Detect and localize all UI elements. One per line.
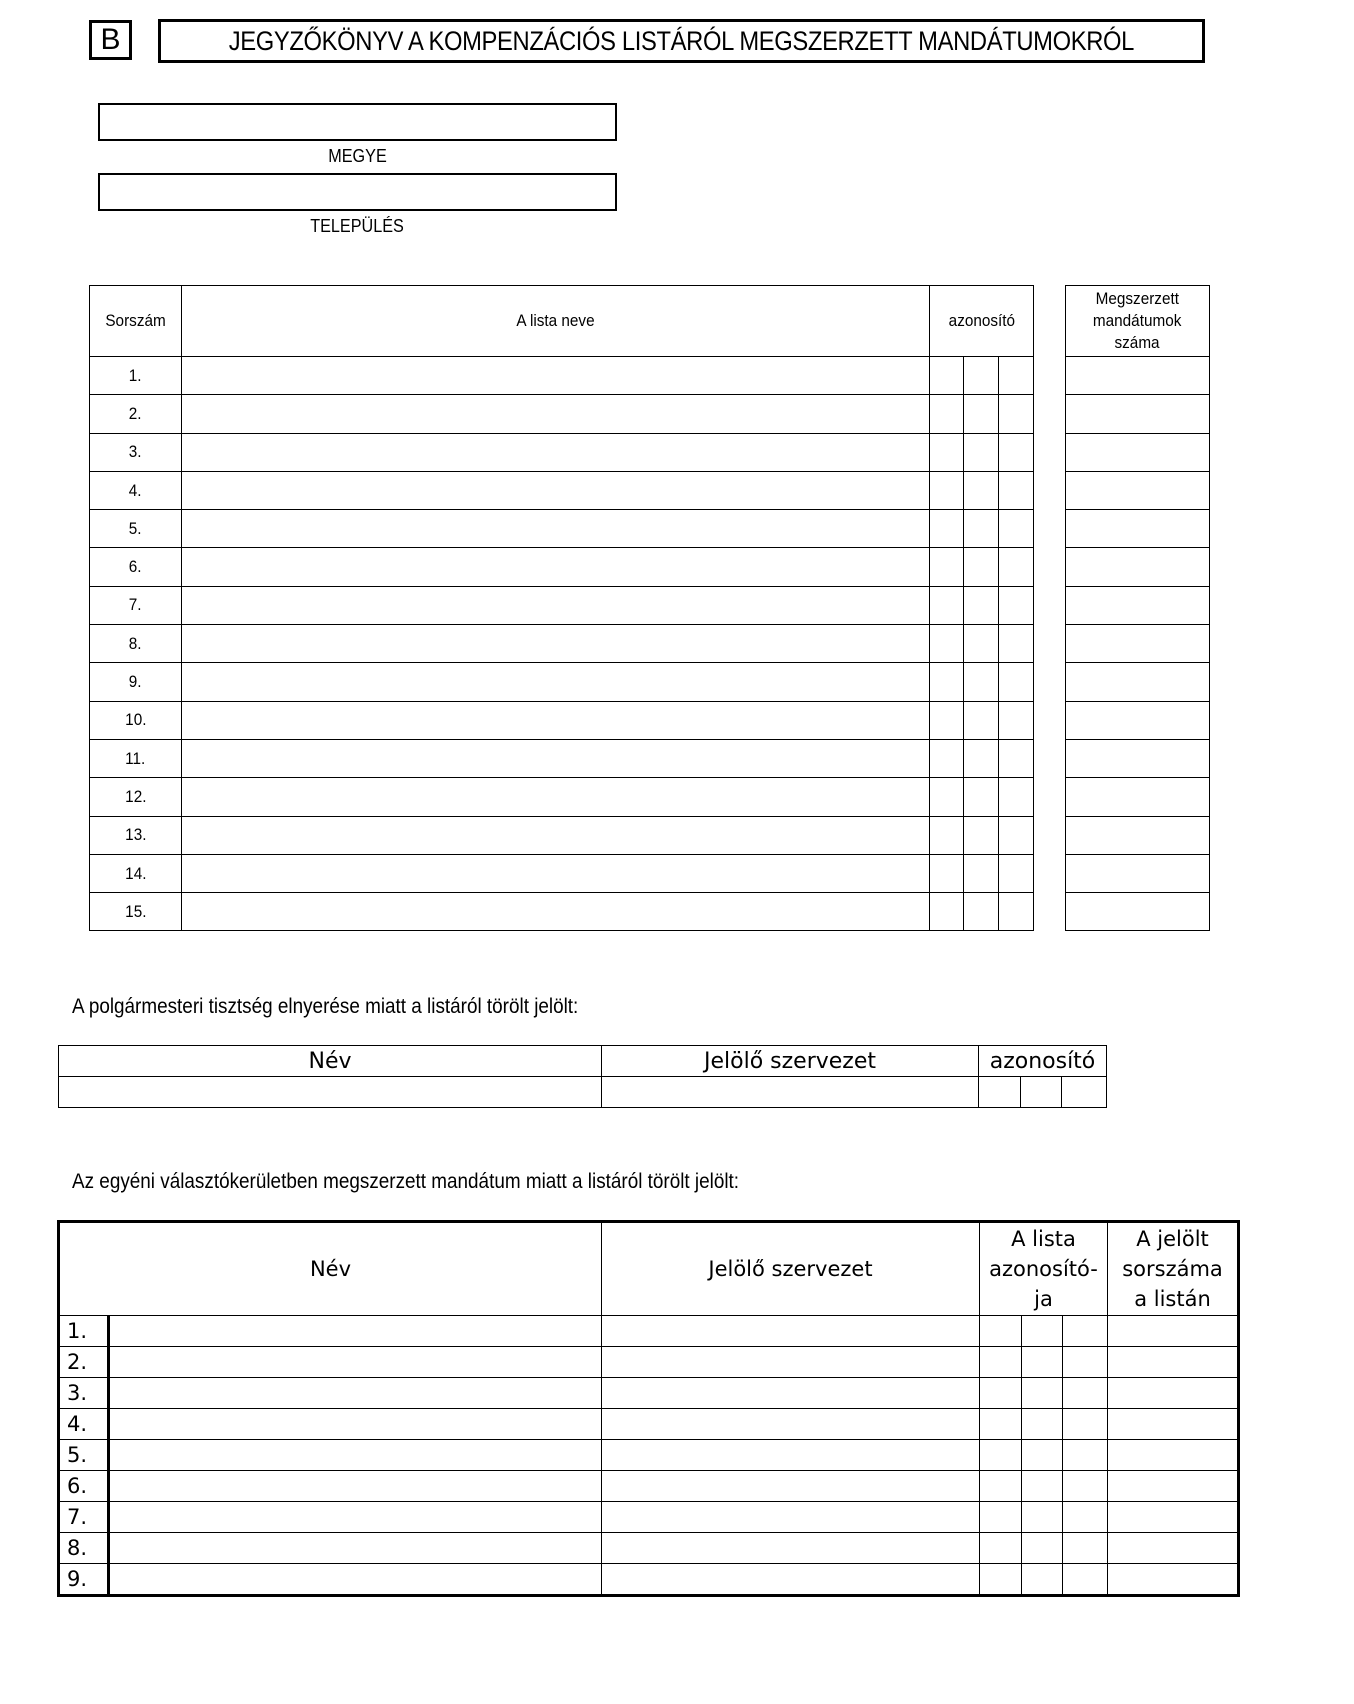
list-position-cell[interactable] [1108, 1440, 1239, 1471]
list-name-cell[interactable] [182, 625, 930, 663]
candidate-name-cell[interactable] [109, 1440, 602, 1471]
id-cell[interactable] [964, 625, 999, 663]
row-number: 2. [59, 1347, 109, 1378]
mayor-org-cell[interactable] [602, 1077, 979, 1108]
id-cell[interactable] [930, 816, 964, 854]
table-row [1066, 357, 1210, 395]
list-name-cell[interactable] [182, 778, 930, 816]
table-row [90, 433, 1034, 471]
individual-col-name: Név [59, 1222, 602, 1316]
table-row [1066, 395, 1210, 433]
list-name-cell[interactable] [182, 471, 930, 509]
list-id-cell[interactable] [1063, 1440, 1108, 1471]
id-cell[interactable] [930, 548, 964, 586]
seats-cell[interactable] [1066, 701, 1210, 739]
row-number: 3. [90, 433, 182, 471]
id-cell[interactable] [964, 739, 999, 777]
id-cell[interactable] [964, 395, 999, 433]
list-position-cell[interactable] [1108, 1378, 1239, 1409]
list-name-cell[interactable] [182, 357, 930, 395]
table-row [90, 854, 1034, 892]
list-id-cell[interactable] [1022, 1440, 1063, 1471]
id-cell[interactable] [964, 663, 999, 701]
id-cell[interactable] [930, 854, 964, 892]
id-cell[interactable] [999, 395, 1034, 433]
table-row [90, 893, 1034, 931]
seats-cell[interactable] [1066, 663, 1210, 701]
seats-cell[interactable] [1066, 395, 1210, 433]
row-number: 12. [90, 778, 182, 816]
list-id-cell[interactable] [1063, 1533, 1108, 1564]
id-cell[interactable] [964, 701, 999, 739]
mayor-col-id: azonosító [979, 1046, 1107, 1077]
settlement-label: TELEPÜLÉS [310, 216, 405, 236]
list-name-cell[interactable] [182, 893, 930, 931]
row-number: 7. [90, 586, 182, 624]
candidate-name-cell[interactable] [109, 1471, 602, 1502]
row-number: 6. [90, 548, 182, 586]
table-row [1066, 433, 1210, 471]
row-number: 9. [59, 1564, 109, 1596]
table-row [90, 778, 1034, 816]
seats-cell[interactable] [1066, 433, 1210, 471]
col-header-number: Sorszám [90, 286, 182, 357]
row-number: 10. [90, 701, 182, 739]
list-id-cell[interactable] [980, 1502, 1022, 1533]
mayor-section-text: A polgármesteri tisztség elnyerése miatt a listáról törölt jelölt: [72, 995, 579, 1018]
id-cell[interactable] [964, 471, 999, 509]
list-position-cell[interactable] [1108, 1409, 1239, 1440]
list-id-cell[interactable] [1022, 1502, 1063, 1533]
mayor-table [58, 1045, 1107, 1108]
list-id-cell[interactable] [980, 1533, 1022, 1564]
id-cell[interactable] [964, 778, 999, 816]
id-cell[interactable] [964, 357, 999, 395]
row-number: 9. [90, 663, 182, 701]
id-cell[interactable] [999, 625, 1034, 663]
id-cell[interactable] [999, 893, 1034, 931]
id-cell[interactable] [999, 739, 1034, 777]
candidate-org-cell[interactable] [602, 1471, 980, 1502]
list-table [89, 285, 1034, 931]
mayor-col-org: Jelölő szervezet [602, 1046, 979, 1077]
list-id-cell[interactable] [1022, 1564, 1063, 1596]
row-number: 8. [90, 625, 182, 663]
list-id-cell[interactable] [1063, 1502, 1108, 1533]
individual-section-text: Az egyéni választókerületben megszerzett mandátum miatt a listáról törölt jelölt: [72, 1170, 740, 1193]
list-id-cell[interactable] [980, 1409, 1022, 1440]
list-id-cell[interactable] [1022, 1533, 1063, 1564]
table-row [1066, 778, 1210, 816]
col-header-seats: Megszerzett mandátumok száma [1066, 286, 1210, 357]
id-cell[interactable] [999, 433, 1034, 471]
col-header-id: azonosító [930, 286, 1034, 357]
mayor-col-name: Név [59, 1046, 602, 1077]
table-row [1066, 893, 1210, 931]
seats-cell[interactable] [1066, 510, 1210, 548]
candidate-name-cell[interactable] [109, 1533, 602, 1564]
row-number: 11. [90, 739, 182, 777]
row-number: 13. [90, 816, 182, 854]
col-header-list-name: A lista neve [182, 286, 930, 357]
table-row [90, 625, 1034, 663]
table-row [1066, 854, 1210, 892]
list-position-cell[interactable] [1108, 1347, 1239, 1378]
candidate-name-cell[interactable] [109, 1378, 602, 1409]
id-cell[interactable] [999, 701, 1034, 739]
settlement-field[interactable] [98, 173, 617, 211]
list-id-cell[interactable] [980, 1347, 1022, 1378]
county-label: MEGYE [328, 146, 387, 166]
table-row [90, 739, 1034, 777]
list-id-cell[interactable] [1063, 1564, 1108, 1596]
candidate-name-cell[interactable] [109, 1564, 602, 1596]
id-cell[interactable] [930, 701, 964, 739]
id-cell[interactable] [964, 586, 999, 624]
table-row [1066, 701, 1210, 739]
list-name-cell[interactable] [182, 663, 930, 701]
id-cell[interactable] [999, 357, 1034, 395]
table-row [90, 548, 1034, 586]
mayor-id-cell[interactable] [1021, 1077, 1062, 1108]
id-cell[interactable] [964, 854, 999, 892]
id-cell[interactable] [999, 586, 1034, 624]
list-id-cell[interactable] [1022, 1316, 1063, 1347]
list-name-cell[interactable] [182, 854, 930, 892]
list-name-cell[interactable] [182, 739, 930, 777]
id-cell[interactable] [999, 778, 1034, 816]
table-row [1066, 663, 1210, 701]
id-cell[interactable] [964, 548, 999, 586]
list-position-cell[interactable] [1108, 1564, 1239, 1596]
row-number: 1. [59, 1316, 109, 1347]
seats-cell[interactable] [1066, 778, 1210, 816]
row-number: 4. [59, 1409, 109, 1440]
list-id-cell[interactable] [980, 1471, 1022, 1502]
table-row [59, 1378, 1239, 1409]
list-id-cell[interactable] [980, 1378, 1022, 1409]
candidate-name-cell[interactable] [109, 1409, 602, 1440]
list-name-cell[interactable] [182, 395, 930, 433]
id-cell[interactable] [930, 471, 964, 509]
list-position-cell[interactable] [1108, 1533, 1239, 1564]
id-cell[interactable] [964, 816, 999, 854]
id-cell[interactable] [964, 433, 999, 471]
row-number: 1. [90, 357, 182, 395]
table-row [59, 1533, 1239, 1564]
county-field[interactable] [98, 103, 617, 141]
table-row [59, 1316, 1239, 1347]
id-cell[interactable] [999, 548, 1034, 586]
table-row [59, 1564, 1239, 1596]
table-row [90, 586, 1034, 624]
list-position-cell[interactable] [1108, 1502, 1239, 1533]
seats-cell[interactable] [1066, 625, 1210, 663]
id-cell[interactable] [999, 663, 1034, 701]
candidate-name-cell[interactable] [109, 1316, 602, 1347]
id-cell[interactable] [930, 778, 964, 816]
list-id-cell[interactable] [1063, 1316, 1108, 1347]
candidate-org-cell[interactable] [602, 1378, 980, 1409]
row-number: 15. [90, 893, 182, 931]
seats-cell[interactable] [1066, 739, 1210, 777]
table-row [90, 471, 1034, 509]
list-position-cell[interactable] [1108, 1471, 1239, 1502]
seats-cell[interactable] [1066, 471, 1210, 509]
id-cell[interactable] [930, 586, 964, 624]
form-letter: B [100, 23, 121, 56]
candidate-org-cell[interactable] [602, 1347, 980, 1378]
row-number: 8. [59, 1533, 109, 1564]
list-id-cell[interactable] [1022, 1409, 1063, 1440]
list-id-cell[interactable] [980, 1316, 1022, 1347]
list-name-cell[interactable] [182, 433, 930, 471]
list-name-cell[interactable] [182, 510, 930, 548]
row-number: 14. [90, 854, 182, 892]
list-name-cell[interactable] [182, 548, 930, 586]
table-row [59, 1440, 1239, 1471]
candidate-org-cell[interactable] [602, 1533, 980, 1564]
list-name-cell[interactable] [182, 701, 930, 739]
form-title: JEGYZŐKÖNYV A KOMPENZÁCIÓS LISTÁRÓL MEGSZERZETT MANDÁTUMOKRÓL [228, 25, 1135, 56]
row-number: 3. [59, 1378, 109, 1409]
id-cell[interactable] [999, 854, 1034, 892]
list-id-cell[interactable] [980, 1440, 1022, 1471]
seats-cell[interactable] [1066, 548, 1210, 586]
seats-cell[interactable] [1066, 357, 1210, 395]
list-id-cell[interactable] [1022, 1378, 1063, 1409]
table-row [59, 1471, 1239, 1502]
id-cell[interactable] [999, 471, 1034, 509]
seats-cell[interactable] [1066, 854, 1210, 892]
id-cell[interactable] [930, 625, 964, 663]
table-row [1066, 548, 1210, 586]
candidate-name-cell[interactable] [109, 1502, 602, 1533]
list-id-cell[interactable] [1063, 1378, 1108, 1409]
table-row [90, 510, 1034, 548]
list-id-cell[interactable] [1022, 1347, 1063, 1378]
table-row [59, 1502, 1239, 1533]
table-row [59, 1077, 1107, 1108]
table-row [90, 395, 1034, 433]
candidate-org-cell[interactable] [602, 1440, 980, 1471]
table-row [90, 816, 1034, 854]
list-id-cell[interactable] [1063, 1471, 1108, 1502]
id-cell[interactable] [964, 893, 999, 931]
candidate-org-cell[interactable] [602, 1564, 980, 1596]
list-id-cell[interactable] [1063, 1347, 1108, 1378]
individual-col-org: Jelölő szervezet [602, 1222, 980, 1316]
list-id-cell[interactable] [980, 1564, 1022, 1596]
table-row [1066, 625, 1210, 663]
form-title-box [158, 19, 1205, 63]
id-cell[interactable] [930, 395, 964, 433]
row-number: 4. [90, 471, 182, 509]
list-name-cell[interactable] [182, 816, 930, 854]
table-row [90, 663, 1034, 701]
id-cell[interactable] [999, 816, 1034, 854]
table-row [90, 357, 1034, 395]
table-row [59, 1347, 1239, 1378]
table-row [1066, 739, 1210, 777]
id-cell[interactable] [930, 739, 964, 777]
seats-cell[interactable] [1066, 893, 1210, 931]
table-row [1066, 816, 1210, 854]
mayor-name-cell[interactable] [59, 1077, 602, 1108]
id-cell[interactable] [930, 510, 964, 548]
list-id-cell[interactable] [1022, 1471, 1063, 1502]
mayor-id-cell[interactable] [979, 1077, 1021, 1108]
list-id-cell[interactable] [1063, 1409, 1108, 1440]
mayor-id-cell[interactable] [1062, 1077, 1107, 1108]
seats-table [1065, 285, 1210, 931]
seats-cell[interactable] [1066, 586, 1210, 624]
id-cell[interactable] [999, 510, 1034, 548]
candidate-name-cell[interactable] [109, 1347, 602, 1378]
candidate-org-cell[interactable] [602, 1502, 980, 1533]
row-number: 6. [59, 1471, 109, 1502]
row-number: 2. [90, 395, 182, 433]
row-number: 5. [59, 1440, 109, 1471]
list-name-cell[interactable] [182, 586, 930, 624]
seats-cell[interactable] [1066, 816, 1210, 854]
list-position-cell[interactable] [1108, 1316, 1239, 1347]
id-cell[interactable] [930, 893, 964, 931]
table-row [59, 1409, 1239, 1440]
form-letter-box [89, 20, 132, 60]
table-row [1066, 586, 1210, 624]
table-row [1066, 510, 1210, 548]
row-number: 5. [90, 510, 182, 548]
individual-col-list-id: A lista azonosító- ja [980, 1222, 1108, 1316]
row-number: 7. [59, 1502, 109, 1533]
id-cell[interactable] [930, 433, 964, 471]
id-cell[interactable] [964, 510, 999, 548]
id-cell[interactable] [930, 663, 964, 701]
candidate-org-cell[interactable] [602, 1409, 980, 1440]
id-cell[interactable] [930, 357, 964, 395]
table-row [1066, 471, 1210, 509]
candidate-org-cell[interactable] [602, 1316, 980, 1347]
individual-table [57, 1220, 1240, 1597]
table-row [90, 701, 1034, 739]
individual-col-position: A jelölt sorszáma a listán [1108, 1222, 1239, 1316]
